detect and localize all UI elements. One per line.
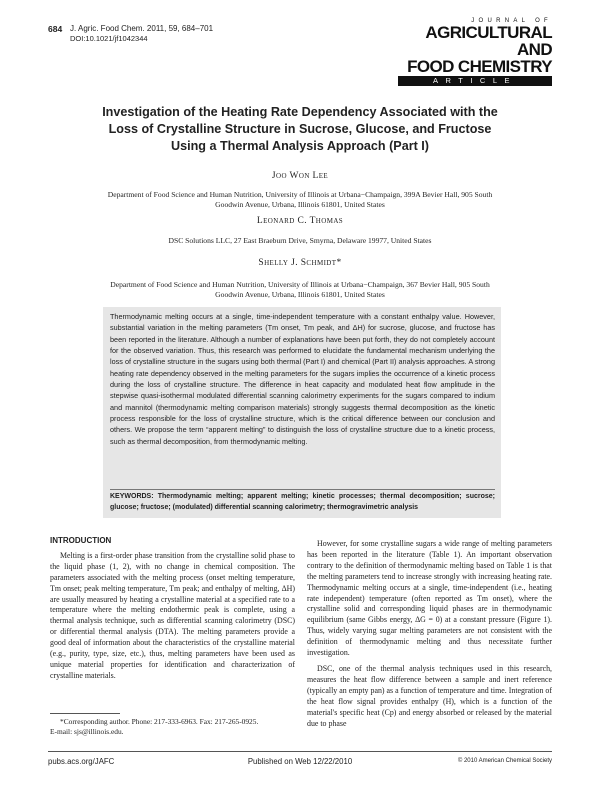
- footnote-divider: [50, 713, 120, 714]
- keywords-list: Thermodynamic melting; apparent melting; kinetic processes; thermal decomposition; sucrose; glucose; fructose; (modulated) differential scanning calorimetry; thermogravimetric analysis: [110, 493, 495, 511]
- copyright: © 2010 American Chemical Society: [457, 758, 552, 764]
- article-type-banner: ARTICLE: [398, 76, 552, 86]
- abstract-text: Thermodynamic melting occurs at a single, time-independent temperature with a constant enthalpy value. However, substantial variation in the melting parameters (Tm onset, Tm peak, and ΔH) for sucrose, glucose, and fructose has been reported in the literature. Although a number of explanations have been put forth, they do not completely account for the observed variation. Thus, this research was performed to elucidate the fundamental mechanism underlying the loss of crystalline structure in the sugars using both thermal (Part I) and chemical (Part II) analysis approaches. A strong heating rate dependency observed in the melting parameters for the sugars implies the occurrence of a kinetic process during the loss of crystalline structure. The difference in heat capacity and modulated heat flow amplitude in the stepwise quasi-isothermal modulated differential scanning calorimetry experiments for the sugars compared to indium and mannitol (thermodynamic melting comparison materials) strongly suggests thermal decomposition as the kinetic process responsible for the loss of crystalline structure, which is the critical difference between our conclusion and others. We propose the term “apparent melting” to distinguish the loss of crystalline structure due to a kinetic process, such as thermal decomposition, from thermodynamic melting.: [110, 312, 495, 446]
- author-name: Shelly J. Schmidt*: [258, 258, 342, 268]
- publication-date: Published on Web 12/22/2010: [247, 757, 353, 766]
- journal-logo-line-2: AGRICULTURAL AND: [425, 23, 552, 59]
- journal-logo-line-3: FOOD CHEMISTRY: [407, 57, 552, 76]
- paragraph: Melting is a first-order phase transition from the crystalline solid phase to the liquid phase (1, 2), with no change in chemical composition. The parameters associated with the melting process (onset melting temperature, Tm onset; peak melting temperature, Tm peak; and enthalpy of melting, ΔH) are usually measured by heating a crystalline material at a specified rate to a temperature where the melting endothermic peak is complete, using a thermal analysis technique, such as differential scanning calorimetry (DSC) or differential thermal analysis (DTA). The melting parameters provide a good deal of information about the characteristics of the crystalline material (e.g., purity, type, size, etc.), thus, melting parameters have been used as unique material properties for identification and characterization of crystalline materials.: [50, 550, 295, 680]
- journal-logo-line-1: JOURNAL OF: [471, 18, 552, 24]
- journal-logo: [398, 18, 552, 86]
- doi[interactable]: DOI:10.1021/jf1042344: [70, 34, 148, 43]
- corresponding-email[interactable]: E-mail: sjs@illinois.edu.: [50, 727, 124, 736]
- body-column-left: [50, 536, 295, 682]
- paragraph: DSC, one of the thermal analysis techniques used in this research, measures the heat flow difference between a sample and inert reference (typically an empty pan) as a function of temperature and time. Integration of the heat flow signal provides enthalpy (H), which is a function of the material's specific heat (Cp) and energy absorbed or released by the material due to phase: [307, 663, 552, 728]
- keywords: [110, 492, 495, 513]
- author-affiliation: DSC Solutions LLC, 27 East Braeburn Drive, Smyrna, Delaware 19977, United States: [168, 236, 432, 245]
- body-column-right: [307, 539, 552, 729]
- journal-url[interactable]: pubs.acs.org/JAFC: [48, 757, 115, 766]
- author-name: Leonard C. Thomas: [256, 216, 344, 226]
- author-affiliation: Department of Food Science and Human Nutrition, University of Illinois at Urbana−Champaign, 399A Bevier Hall, 905 South Goodwin Avenue, Urbana, Illinois 61801, United States: [107, 190, 493, 209]
- author-name: Joo Won Lee: [271, 171, 329, 181]
- citation: J. Agric. Food Chem. 2011, 59, 684–701: [70, 24, 214, 33]
- corresponding-author-note: *Corresponding author. Phone: 217-333-6963. Fax: 217-265-0925.: [60, 717, 259, 726]
- footer-divider: [48, 751, 552, 752]
- paper-title: Investigation of the Heating Rate Dependency Associated with the Loss of Crystalline Structure in Sucrose, Glucose, and Fructose Using a Thermal Analysis Approach (Part I): [102, 105, 498, 153]
- section-heading-introduction: INTRODUCTION: [50, 536, 112, 545]
- keywords-divider: [110, 489, 495, 490]
- keywords-label: KEYWORDS:: [110, 493, 154, 500]
- page-number: 684: [48, 24, 63, 34]
- paragraph: However, for some crystalline sugars a wide range of melting parameters has been reported in the literature (Table 1). An important observation contrary to the definition of thermodynamic melting based on Table 1 is that the melting parameters tend to increase strongly with increasing heating rate. Thermodynamic melting occurs at a single, time-independent (i.e., heating rate independent) temperature (often reported as Tm onset), where the crystalline solid and corresponding liquid phases are in thermodynamic equilibrium (same Gibbs energy, ΔG = 0) at a constant pressure (Figure 1). Thus, widely varying sugar melting parameters are not consistent with the definition of thermodynamic melting and thus necessitate further investigation.: [307, 539, 552, 658]
- author-affiliation: Department of Food Science and Human Nutrition, University of Illinois at Urbana−Champaign, 367 Bevier Hall, 905 South Goodwin Avenue, Urbana, Illinois 61801, United States: [110, 280, 490, 299]
- page-header: [48, 18, 552, 85]
- footnote: [50, 717, 295, 737]
